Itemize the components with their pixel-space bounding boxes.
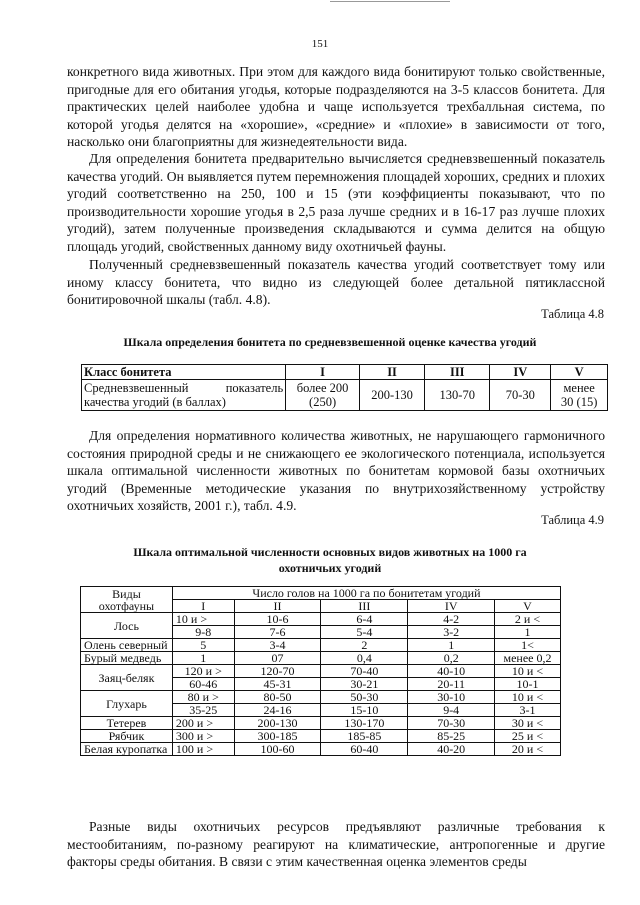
- header-line: Виды: [112, 586, 141, 601]
- value-cell: 10-1: [495, 678, 561, 691]
- paragraph-2: Для определения бонитета предварительно вычисляется средневзвешенный показатель качества угодий. Он выявляется путем перемножения площадей хороших, средних и плохих угодий соответственно на 250, 100 и 15 (эти коэффициенты показывают, что по производительности хорошие угодья в 2,5 раза лучше средних и в 16-17 раз лучше плохих угодий), затем полученные произведения складываются и сумма делится на общую площадь угодий, свойственных данному виду охотничьей фауны.: [67, 151, 605, 254]
- value-cell: 9-4: [408, 704, 495, 717]
- value-cell: 07: [234, 652, 321, 665]
- value-cell: 80 и >: [172, 691, 234, 704]
- value-cell: 6-4: [321, 613, 408, 626]
- value-cell: 3-2: [408, 626, 495, 639]
- value-cell: 9-8: [172, 626, 234, 639]
- value-cell: 300 и >: [172, 730, 234, 743]
- value-cell: 80-50: [234, 691, 321, 704]
- value-cell: 4-2: [408, 613, 495, 626]
- table-4-9-title: [60, 544, 600, 576]
- value-cell: 60-40: [321, 743, 408, 756]
- table-4-8-title: Шкала определения бонитета по средневзвешенной оценке качества угодий: [123, 335, 537, 349]
- row-label-line: Средневзвешенный показатель: [84, 381, 284, 395]
- value-cell: 70-30: [408, 717, 495, 730]
- bonitet-scale-table: [81, 364, 608, 411]
- row-label-line: качества угодий (в баллах): [84, 395, 226, 409]
- value-cell: 0,4: [321, 652, 408, 665]
- table-row: [81, 730, 561, 743]
- value-cell: 20 и <: [495, 743, 561, 756]
- table-row: [81, 652, 561, 665]
- table-header-row: [81, 587, 561, 600]
- value-cell: 2 и <: [495, 613, 561, 626]
- species-cell: Лось: [81, 613, 173, 639]
- class-header-cell: III: [321, 600, 408, 613]
- value-cell: 30-21: [321, 678, 408, 691]
- table-4-9-label: Таблица 4.9: [541, 513, 604, 527]
- class-header-cell: V: [495, 600, 561, 613]
- value-cell: 300-185: [234, 730, 321, 743]
- value-cell: 35-25: [172, 704, 234, 717]
- value-cell: 70-40: [321, 665, 408, 678]
- table-header-row: [82, 365, 608, 380]
- value-cell: 200 и >: [172, 717, 234, 730]
- value-cell: 10 и >: [172, 613, 234, 626]
- value-cell: 85-25: [408, 730, 495, 743]
- value-cell: 30-10: [408, 691, 495, 704]
- value-line: менее: [563, 381, 595, 395]
- value-cell: 185-85: [321, 730, 408, 743]
- header-cell: V: [551, 365, 608, 380]
- value-line: 30 (15): [560, 395, 598, 409]
- table-row: [81, 691, 561, 704]
- value-cell: 5: [172, 639, 234, 652]
- paragraph-1: конкретного вида животных. При этом для каждого вида бонитируют только свойственные, пригодные для его обитания угодья, которые подразделяются на 3-5 классов бонитета. Для практических целей наиболее удобна и чаще используется трехбалльная система, по которой угодья делятся на «хорошие», «средние» и «плохие» в зависимости от того, насколько они благоприятны для жизнедеятельности вида.: [67, 64, 605, 150]
- value-cell: 1: [172, 652, 234, 665]
- species-cell: Олень северный: [81, 639, 173, 652]
- value-cell: 24-16: [234, 704, 321, 717]
- header-cell: III: [425, 365, 490, 380]
- species-cell: Глухарь: [81, 691, 173, 717]
- value-cell: 60-46: [172, 678, 234, 691]
- optimal-density-table: [80, 586, 561, 756]
- value-cell: 130-70: [425, 380, 490, 411]
- value-cell: 100 и >: [172, 743, 234, 756]
- value-cell: 10 и <: [495, 691, 561, 704]
- value-cell: 20-11: [408, 678, 495, 691]
- value-cell: менее 0,2: [495, 652, 561, 665]
- title-line: Шкала оптимальной численности основных видов животных на 1000 га: [133, 545, 527, 559]
- value-cell: 1: [408, 639, 495, 652]
- value-cell: 15-10: [321, 704, 408, 717]
- value-cell: 50-30: [321, 691, 408, 704]
- value-line: более 200: [296, 381, 349, 395]
- header-cell: II: [359, 365, 424, 380]
- value-cell: 70-30: [490, 380, 551, 411]
- table-row: [81, 665, 561, 678]
- row-label-cell: [82, 380, 286, 411]
- table-row: [82, 380, 608, 411]
- value-cell: 130-170: [321, 717, 408, 730]
- value-cell: 25 и <: [495, 730, 561, 743]
- value-cell: 7-6: [234, 626, 321, 639]
- group-header-cell: Число голов на 1000 га по бонитетам угодий: [172, 587, 560, 600]
- species-header-cell: [81, 587, 173, 613]
- value-cell: 1<: [495, 639, 561, 652]
- value-cell: 3-4: [234, 639, 321, 652]
- value-cell: 30 и <: [495, 717, 561, 730]
- paragraph-5: Разные виды охотничьих ресурсов предъявляют различные требования к местообитаниям, по-разному реагируют на климатические, антропогенные и другие факторы среды обитания. В связи с этим качественная оценка элементов среды: [67, 819, 605, 870]
- table-row: [81, 639, 561, 652]
- value-cell: [286, 380, 360, 411]
- table-row: [81, 613, 561, 626]
- class-header-cell: II: [234, 600, 321, 613]
- header-cell: IV: [490, 365, 551, 380]
- species-cell: Тетерев: [81, 717, 173, 730]
- value-cell: 40-10: [408, 665, 495, 678]
- paragraph-3: Полученный средневзвешенный показатель качества угодий соответствует тому или иному классу бонитета, что видно из следующей более детальной пятиклассной бонитировочной шкалы (табл. 4.8).: [67, 257, 605, 308]
- class-header-cell: IV: [408, 600, 495, 613]
- species-cell: Бурый медведь: [81, 652, 173, 665]
- value-cell: 10 и <: [495, 665, 561, 678]
- header-cell: Класс бонитета: [82, 365, 286, 380]
- top-rule: [330, 1, 450, 2]
- header-cell: I: [286, 365, 360, 380]
- value-cell: 120 и >: [172, 665, 234, 678]
- title-line: охотничьих угодий: [278, 561, 382, 575]
- table-4-8-label: Таблица 4.8: [541, 307, 604, 321]
- header-line: охотфауны: [98, 598, 155, 613]
- page-number: 151: [311, 38, 329, 50]
- value-cell: 3-1: [495, 704, 561, 717]
- value-cell: 45-31: [234, 678, 321, 691]
- table-row: [81, 717, 561, 730]
- value-cell: 200-130: [234, 717, 321, 730]
- paragraph-4: Для определения нормативного количества животных, не нарушающего гармоничного состояния природной среды и не снижающего ее экологического потенциала, используется шкала оптимальной численности животных по бонитетам кормовой базы охотничьих угодий (Временные методические указания по внутрихозяйственному устройству охотничьих хозяйств, 2001 г.), табл. 4.9.: [67, 428, 605, 514]
- value-cell: 2: [321, 639, 408, 652]
- value-cell: 5-4: [321, 626, 408, 639]
- value-line: (250): [309, 395, 337, 409]
- class-header-cell: I: [172, 600, 234, 613]
- value-cell: 120-70: [234, 665, 321, 678]
- value-cell: 10-6: [234, 613, 321, 626]
- value-cell: 1: [495, 626, 561, 639]
- value-cell: 40-20: [408, 743, 495, 756]
- table-row: [81, 743, 561, 756]
- species-cell: Заяц-беляк: [81, 665, 173, 691]
- species-cell: Рябчик: [81, 730, 173, 743]
- value-cell: 100-60: [234, 743, 321, 756]
- value-cell: [551, 380, 608, 411]
- value-cell: 0,2: [408, 652, 495, 665]
- value-cell: 200-130: [359, 380, 424, 411]
- species-cell: Белая куропатка: [81, 743, 173, 756]
